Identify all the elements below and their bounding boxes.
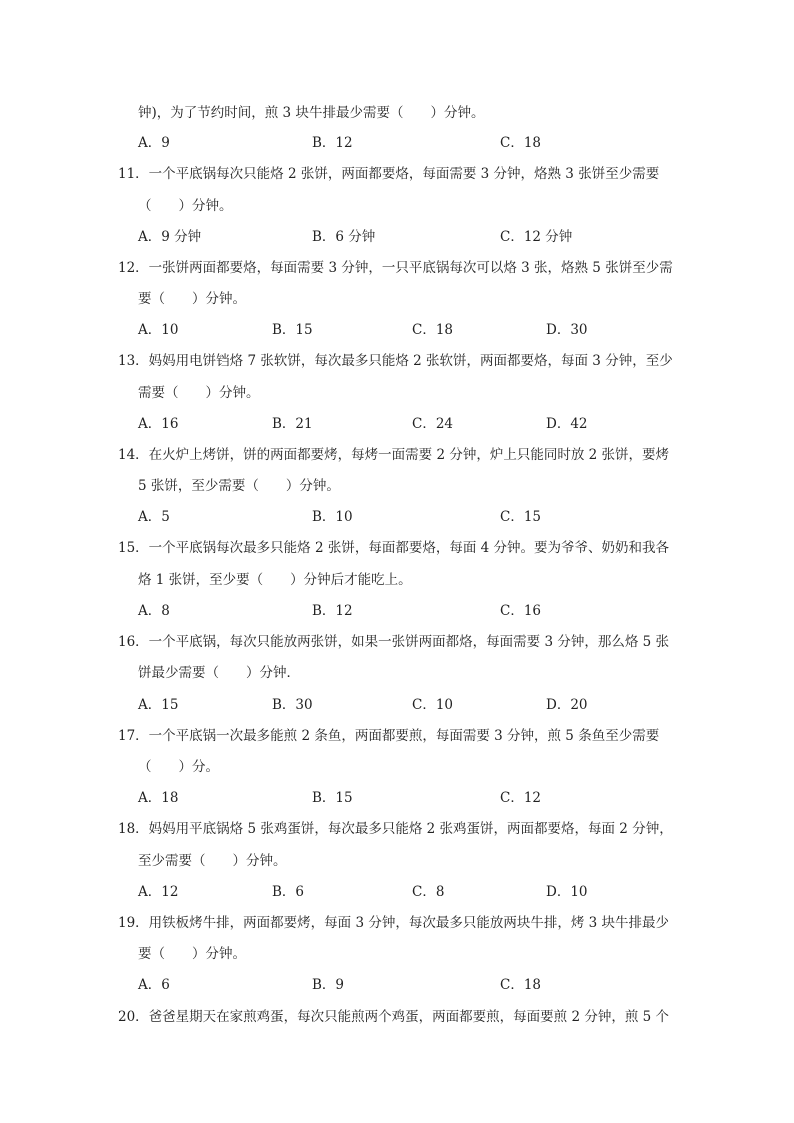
question-14-line-1: 14．在火炉上烤饼，饼的两面都要烤，每烤一面需要 2 分钟，炉上只能同时放 2 张饼，要烤 [118, 447, 670, 463]
question-17-line-1: 17．一个平底锅一次最多能煎 2 条鱼，两面都要煎，每面需要 3 分钟，煎 5 条鱼至少需要 [118, 728, 660, 744]
q13-option-a: A．16 [138, 416, 179, 432]
question-13-line-1: 13．妈妈用电饼铛烙 7 张软饼，每次最多只能烙 2 张软饼，两面都要烙，每面 3 分钟，至少 [118, 353, 673, 369]
q14-option-b: B．10 [312, 509, 353, 525]
q18-option-b: B．6 [272, 884, 305, 900]
q13-option-d: D．42 [546, 416, 588, 432]
q10-option-c: C．18 [500, 135, 542, 151]
q16-option-a: A．15 [138, 697, 179, 713]
q11-option-a: A．9 分钟 [138, 229, 202, 245]
q13-option-b: B．21 [272, 416, 313, 432]
q17-option-c: C．12 [500, 790, 542, 806]
q14-option-a: A．5 [138, 509, 170, 525]
q11-option-b: B．6 分钟 [312, 229, 376, 245]
question-19-line-2: 要（ ）分钟。 [138, 946, 246, 962]
question-11-line-2: （ ）分钟。 [138, 198, 233, 214]
question-15-line-1: 15．一个平底锅每次最多只能烙 2 张饼，每面都要烙，每面 4 分钟。要为爷爷、奶奶和我各 [118, 540, 670, 556]
q12-option-d: D．30 [546, 322, 588, 338]
q19-option-b: B．9 [312, 977, 345, 993]
q12-option-b: B．15 [272, 322, 313, 338]
q10-option-b: B．12 [312, 135, 353, 151]
q15-option-b: B．12 [312, 603, 353, 619]
question-15-line-2: 烙 1 张饼，至少要（ ）分钟后才能吃上。 [138, 572, 412, 588]
question-16-line-2: 饼最少需要（ ）分钟． [138, 665, 300, 681]
q18-option-d: D．10 [546, 884, 588, 900]
question-16-line-1: 16．一个平底锅，每次只能放两张饼，如果一张饼两面都烙，每面需要 3 分钟，那么烙 5 张 [118, 634, 670, 650]
q15-option-a: A．8 [138, 603, 170, 619]
question-14-line-2: 5 张饼，至少需要（ ）分钟。 [138, 478, 340, 494]
q15-option-c: C．16 [500, 603, 542, 619]
q18-option-a: A．12 [138, 884, 179, 900]
question-20-line-1: 20．爸爸星期天在家煎鸡蛋，每次只能煎两个鸡蛋，两面都要煎，每面要煎 2 分钟，煎 5 个 [118, 1009, 670, 1025]
q13-option-c: C．24 [412, 416, 454, 432]
q18-option-c: C．8 [412, 884, 445, 900]
q12-option-a: A．10 [138, 322, 179, 338]
question-18-line-1: 18．妈妈用平底锅烙 5 张鸡蛋饼，每次最多只能烙 2 张鸡蛋饼，两面都要烙，每面 2 分钟， [118, 821, 673, 837]
question-10-continuation: 钟)，为了节约时间，煎 3 块牛排最少需要（ ）分钟。 [138, 105, 485, 121]
question-11-line-1: 11．一个平底锅每次只能烙 2 张饼，两面都要烙，每面需要 3 分钟，烙熟 3 张饼至少需要 [118, 166, 660, 182]
q16-option-d: D．20 [546, 697, 588, 713]
q16-option-c: C．10 [412, 697, 454, 713]
question-19-line-1: 19．用铁板烤牛排，两面都要烤，每面 3 分钟，每次最多只能放两块牛排，烤 3 块牛排最少 [118, 915, 670, 931]
q10-option-a: A．9 [138, 135, 170, 151]
q11-option-c: C．12 分钟 [500, 229, 573, 245]
question-17-line-2: （ ）分。 [138, 759, 219, 775]
q19-option-c: C．18 [500, 977, 542, 993]
question-12-line-1: 12．一张饼两面都要烙，每面需要 3 分钟，一只平底锅每次可以烙 3 张，烙熟 5 张饼至少需 [118, 260, 673, 276]
question-12-line-2: 要（ ）分钟。 [138, 291, 246, 307]
q12-option-c: C．18 [412, 322, 454, 338]
question-13-line-2: 需要（ ）分钟。 [138, 385, 260, 401]
q16-option-b: B．30 [272, 697, 313, 713]
q14-option-c: C．15 [500, 509, 542, 525]
question-18-line-2: 至少需要（ ）分钟。 [138, 853, 287, 869]
q17-option-a: A．18 [138, 790, 179, 806]
q19-option-a: A．6 [138, 977, 170, 993]
q17-option-b: B．15 [312, 790, 353, 806]
